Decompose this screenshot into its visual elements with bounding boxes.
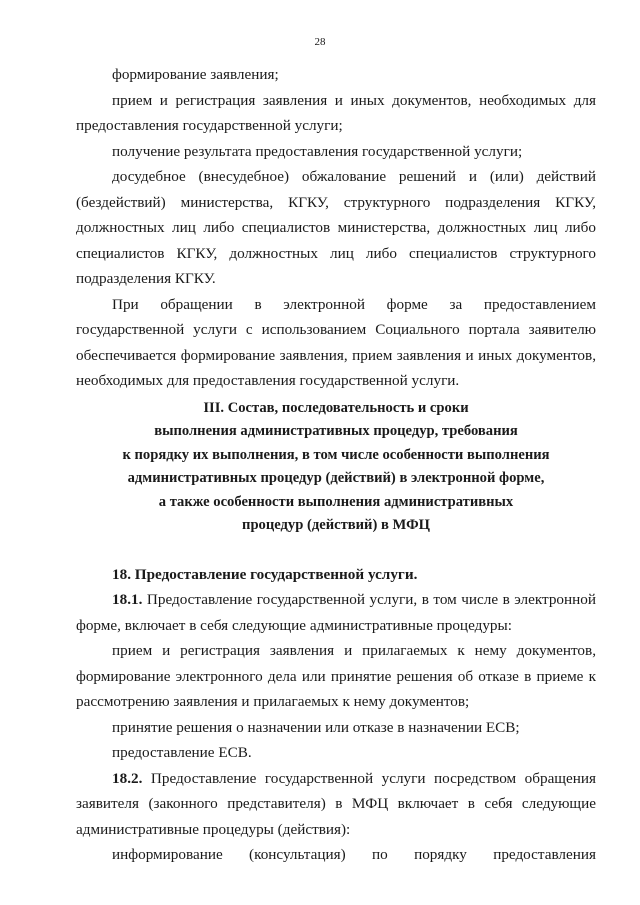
clause-number: 18.2. <box>112 769 143 787</box>
clause-text: Предоставление государственной услуги, в том числе в электронной форме, включает в себя следующие административные процедуры: <box>76 591 596 634</box>
clause-text: Предоставление государственной услуги посредством обращения заявителя (законного представителя) в МФЦ включает в себя следующие административные процедуры (действия): <box>76 769 596 838</box>
clause-18-2 <box>76 766 596 843</box>
paragraph: получение результата предоставления государственной услуги; <box>112 142 523 160</box>
paragraph: прием и регистрация заявления и иных документов, необходимых для предоставления государственной услуги; <box>76 91 596 134</box>
list-item: принятие решения о назначении или отказе в назначении ЕСВ; <box>112 718 520 736</box>
subsection-heading: 18. Предоставление государственной услуги. <box>112 565 418 583</box>
clause-number: 18.1. <box>112 591 143 608</box>
list-item: прием и регистрация заявления и прилагаемых к нему документов, формирование электронного дела или принятие решения об отказе в приеме к рассмотрению заявления и прилагаемых к нему документов; <box>76 642 596 710</box>
paragraph-last-line: информирование (консультация) по порядку предоставления <box>112 846 596 863</box>
list-item: предоставление ЕСВ. <box>112 744 252 761</box>
document-body <box>76 62 596 868</box>
paragraph: При обращении в электронной форме за предоставлением государственной услуги с использованием Социального портала заявителю обеспечивается формирование заявления, прием заявления и иных документов, необходимых для предоставления государственной услуги. <box>76 295 596 389</box>
clause-18-1 <box>76 587 596 638</box>
page-number: 28 <box>314 36 326 48</box>
section-heading: III. Состав, последовательность и сроки выполнения административных процедур, требования к порядку их выполнения, в том числе особенности выполнения административных процедур (действий) в электронной форме, а также особенности выполнения административных процедур (действий) в МФЦ <box>122 399 550 533</box>
paragraph: формирование заявления; <box>112 66 279 83</box>
paragraph: досудебное (внесудебное) обжалование решений и (или) действий (бездействий) министерства, КГКУ, структурного подразделения КГКУ, должностных лиц либо специалистов министерства, должностных лиц либо специалистов КГКУ, должностных лиц либо специалистов структурного подразделения КГКУ. <box>76 168 596 287</box>
